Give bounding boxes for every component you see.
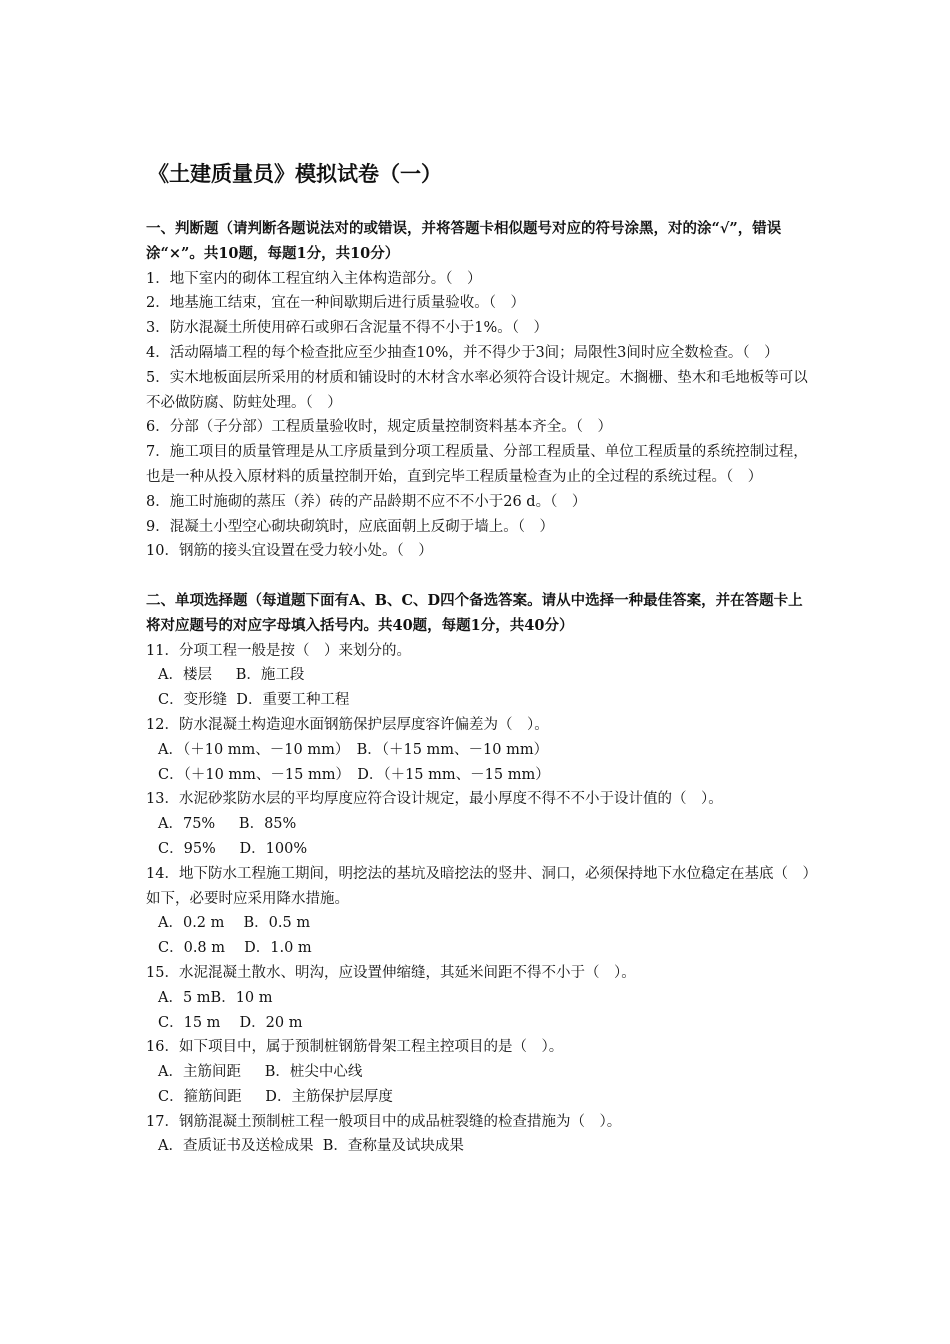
question-item: 6．分部（子分部）工程质量验收时，规定质量控制资料基本齐全。（ ） bbox=[146, 419, 612, 436]
question-text: 12．防水混凝土构造迎水面钢筋保护层厚度容许偏差为（ ）。 bbox=[146, 716, 549, 733]
section-spacer bbox=[146, 564, 814, 589]
question-item: 2．地基施工结束，宜在一种间歇期后进行质量验收。（ ） bbox=[146, 295, 525, 312]
option-line: C．箍筋间距 D．主筋保护层厚度 bbox=[158, 1088, 393, 1105]
option-line: C．变形缝 D．重要工种工程 bbox=[158, 692, 350, 709]
option-line: A．0.2 m B．0.5 m bbox=[158, 915, 311, 932]
option-line: A．查质证书及送检成果 B．查称量及试块成果 bbox=[158, 1138, 464, 1155]
question-item: 4．活动隔墙工程的每个检查批应至少抽查10%，并不得少于3间；局限性3间时应全数检查。（ ） bbox=[146, 344, 779, 361]
question-item: 10．钢筋的接头宜设置在受力较小处。（ ） bbox=[146, 543, 433, 560]
question-item: 7．施工项目的质量管理是从工序质量到分项工程质量、分部工程质量、单位工程质量的系统控制过程，也是一种从投入原材料的质量控制开始，直到完毕工程质量检查为止的全过程的系统过程。（ ） bbox=[146, 444, 808, 485]
section-heading-judgment: 一、判断题（请判断各题说法对的或错误，并将答题卡相似题号对应的符号涂黑，对的涂“√”，错误涂“×”。共10题，每题1分，共10分） bbox=[146, 220, 782, 262]
option-line: C．15 m D．20 m bbox=[158, 1014, 303, 1031]
option-line: C．95% D．100% bbox=[158, 840, 308, 857]
question-item: 1．地下室内的砌体工程宜纳入主体构造部分。（ ） bbox=[146, 270, 482, 287]
question-item: 8．施工时施砌的蒸压（养）砖的产品龄期不应不不小于26 d。（ ） bbox=[146, 493, 587, 510]
question-text: 11．分项工程一般是按（ ）来划分的。 bbox=[146, 642, 411, 659]
question-text: 15．水泥混凝土散水、明沟，应设置伸缩缝，其延米间距不得不小于（ ）。 bbox=[146, 964, 636, 981]
section-heading-single-choice: 二、单项选择题（每道题下面有A、B、C、D四个备选答案。请从中选择一种最佳答案，并在答题卡上将对应题号的对应字母填入括号内。共40题，每题1分，共40分） bbox=[146, 591, 803, 634]
question-text: 14．地下防水工程施工期间，明挖法的基坑及暗挖法的竖井、洞口，必须保持地下水位稳定在基底（ ）如下，必要时应采用降水措施。 bbox=[146, 865, 810, 907]
option-line: A．主筋间距 B．桩尖中心线 bbox=[158, 1064, 363, 1081]
question-text: 13．水泥砂浆防水层的平均厚度应符合设计规定，最小厚度不得不不小于设计值的（ ）。 bbox=[146, 791, 723, 808]
option-line: C．0.8 m D．1.0 m bbox=[158, 940, 312, 957]
question-item: 9．混凝土小型空心砌块砌筑时，应底面朝上反砌于墙上。（ ） bbox=[146, 518, 554, 535]
question-text: 17．钢筋混凝土预制桩工程一般项目中的成品桩裂缝的检查措施为（ ）。 bbox=[146, 1113, 622, 1130]
question-item: 3．防水混凝土所使用碎石或卵石含泥量不得不小于1%。（ ） bbox=[146, 320, 548, 337]
option-line: A．楼层 B．施工段 bbox=[158, 667, 305, 684]
option-line: A．75% B．85% bbox=[158, 816, 297, 833]
question-text: 16．如下项目中，属于预制桩钢筋骨架工程主控项目的是（ ）。 bbox=[146, 1039, 564, 1056]
question-item: 5．实木地板面层所采用的材质和铺设时的木材含水率必须符合设计规定。木搁栅、垫木和毛地板等可以不必做防腐、防蛀处理。（ ） bbox=[146, 369, 808, 411]
option-line: C．（＋10 mm、－15 mm） D．（＋15 mm、－15 mm） bbox=[158, 766, 550, 783]
exam-content bbox=[146, 217, 814, 1159]
option-line: A．（＋10 mm、－10 mm） B．（＋15 mm、－10 mm） bbox=[158, 741, 549, 758]
page-title: 《土建质量员》模拟试卷（一） bbox=[148, 161, 442, 186]
option-line: A．5 mB．10 m bbox=[158, 989, 273, 1006]
